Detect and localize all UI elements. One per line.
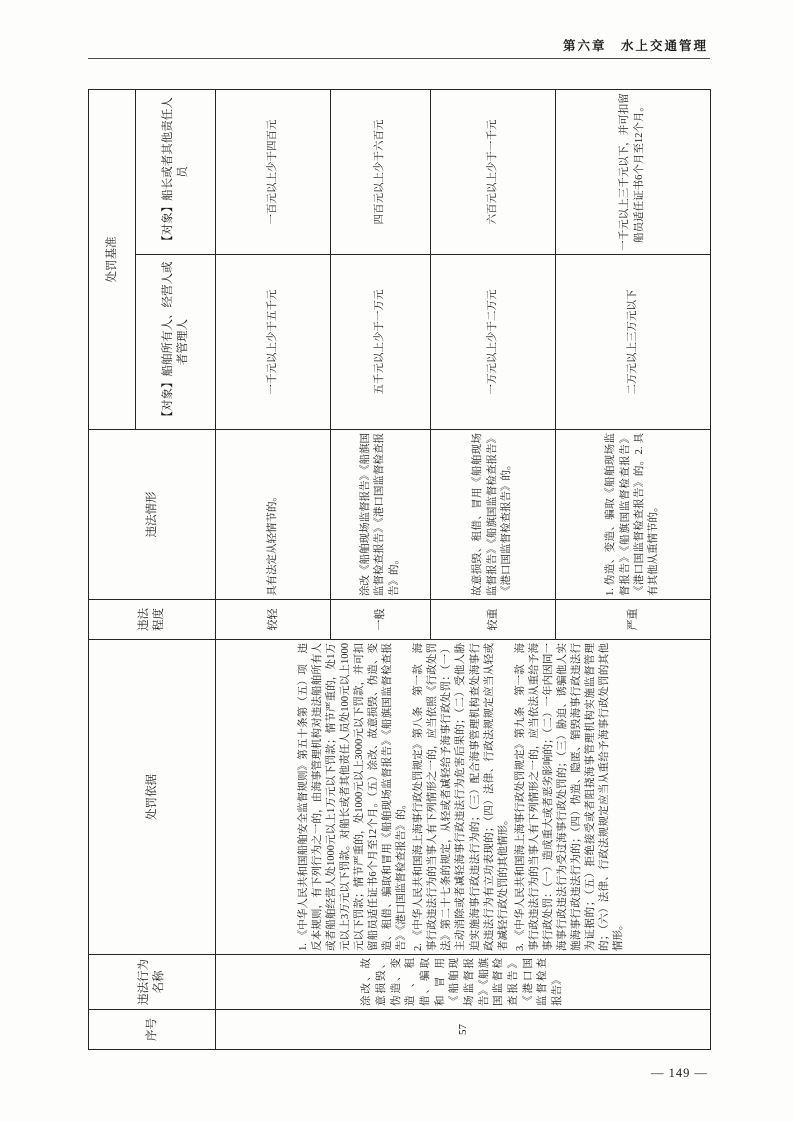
penalty-table [88, 89, 711, 1050]
header-rule [88, 58, 710, 59]
col-header-target-captain: 【对象】船长或者其他责任人员 [136, 90, 216, 255]
cell-violation-name: 涂改、故意损毁、伪造、变造、租借、骗取和冒用《船舶现场监督报告》《船旗国监督检查报告》《港口国监督检查报告》 [216, 955, 711, 1010]
cell-situation-3: 故意损毁、租借、冒用《船舶现场监督报告》《船旗国监督检查报告》《港口国监督检查报告》的。 [431, 430, 556, 600]
cell-fine-captain-3: 六百元以上少于一千元 [431, 90, 556, 255]
cell-fine-captain-1: 一百元以上少于四百元 [216, 90, 331, 255]
chapter-header-title: 第六章 水上交通管理 [562, 39, 708, 53]
cell-fine-captain-4: 一千元以上三千元以下，并可扣留船员适任证书6个月至12个月。 [556, 90, 711, 255]
col-header-violation-degree [89, 600, 216, 640]
rotated-table-container [88, 90, 710, 1050]
col-header-violation-degree-label: 违法程度 [138, 608, 165, 631]
table-row-degree-1 [216, 90, 331, 1050]
cell-fine-captain-2: 四百元以上少于六百元 [331, 90, 431, 255]
col-header-violation-situation [89, 430, 216, 600]
penalty-basis-paragraph-2: 2. 《中华人民共和国海上海事行政处罚规定》第八条 第一款 海事行政违法行为的当事人有下列情形之一的，应当依照《行政处罚法》第二十七条的规定，从轻或者减轻给予海事行政处罚：（一）主动消除或者减轻海事行政违法行为危害后果的；（二）受他人胁迫实施海事行政违法行为的；（三）配合海事管理机构查处海事行政违法行为有立功表现的；（四）法律、行政法规规定应当从轻或者减轻行政处罚的其他情形。 [413, 643, 509, 951]
cell-fine-owner-2: 五千元以上少于一万元 [331, 255, 431, 430]
cell-penalty-basis [216, 640, 711, 955]
col-header-violation-name-label: 违法行为名称 [138, 959, 165, 1005]
penalty-basis-paragraph-3: 3. 《中华人民共和国海上海事行政处罚规定》第九条 第一款 海事行政违法行为的当事人有下列情形之一的，应当依法从重给予海事行政处罚：（一）造成重大或者恶劣影响的；（二）一年内因同一海事行政违法行为受过海事行政处罚的；（三）胁迫、诱骗他人实施海事行政违法行为的；（四）伪造、隐匿、销毁海事行政违法行为证据的；（五）拒绝接受或者阻挠海事管理机构实施监督管理的；（六）法律、行政法规规定应当从重给予海事行政处罚的其他情形。 [514, 643, 625, 951]
col-header-target-owner: 【对象】船舶所有人、经营人或者管理人 [136, 255, 216, 430]
cell-situation-4: 1. 伪造、变造、骗取《船舶现场监督报告》《船旗国监督检查报告》《港口国监督检查报告》的。2. 具有其他从重情节的。 [556, 430, 711, 600]
page-number: — 149 — [651, 1066, 708, 1080]
cell-situation-2: 涂改《船舶现场监督报告》《船旗国监督检查报告》《港口国监督检查报告》的。 [331, 430, 431, 600]
col-header-serial [89, 1010, 216, 1050]
penalty-basis-paragraph-1: 1. 《中华人民共和国船舶安全监督规则》第五十条第（五）项 违反本规则，有下列行为之一的，由海事管理机构对违法船舶所有人或者船舶经营人处1000元以上1万元以下罚款；情节严重的，处1万元以上3万元以下罚款。对船长或者其他责任人员处100元以上1000元以下罚款；情节严重的，处1000元以上3000元以下罚款，并可扣留船员适任证书6个月至12个月。（五）涂改、故意损毁、伪造、变造、租借、骗取和冒用《船舶现场监督报告》《船旗国监督检查报告》《港口国监督检查报告》的。 [297, 643, 408, 951]
col-header-penalty-basis [89, 640, 216, 955]
col-header-penalty-basis-label: 处罚依据 [145, 774, 158, 820]
cell-degree-4: 严重 [556, 600, 711, 640]
table-header-row-1 [89, 90, 136, 1050]
col-header-violation-situation-label: 违法情形 [145, 491, 158, 538]
cell-degree-1: 较轻 [216, 600, 331, 640]
col-header-serial-label: 序号 [145, 1018, 158, 1041]
cell-fine-owner-4: 二万元以上三万元以下 [556, 255, 711, 430]
cell-fine-owner-1: 一千元以上少于五千元 [216, 255, 331, 430]
cell-degree-3: 较重 [431, 600, 556, 640]
cell-fine-owner-3: 一万元以上少于二万元 [431, 255, 556, 430]
cell-situation-1: 具有法定从轻情节的。 [216, 430, 331, 600]
col-header-violation-name [89, 955, 216, 1010]
cell-serial-number: 57 [216, 1010, 711, 1050]
cell-degree-2: 一般 [331, 600, 431, 640]
col-header-penalty-benchmark: 处罚基准 [89, 90, 136, 430]
